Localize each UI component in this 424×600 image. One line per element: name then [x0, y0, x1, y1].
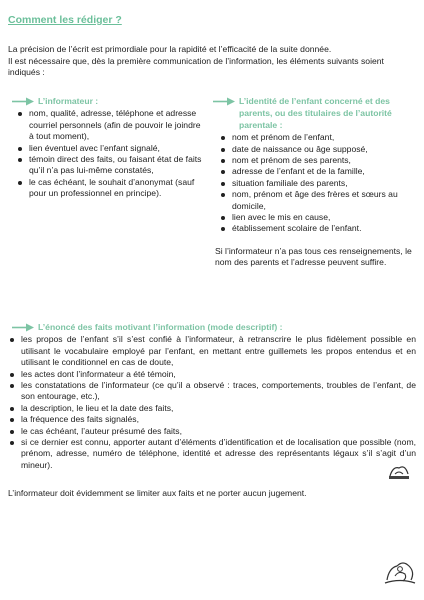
list-item: si ce dernier est connu, apporter autant d’éléments d’identification et de localisation que possible (nom, prénom, adresse, numéro de téléphone, identité et adresse des représentants légaux s’il s’agit d’un mineur).	[8, 437, 416, 471]
intro-paragraph: Il est nécessaire que, dès la première communication de l’information, les éléments suivants soient indiqués :	[8, 55, 384, 78]
list-item: lien avec le mis en cause,	[219, 212, 417, 223]
list-item: établissement scolaire de l’enfant.	[219, 223, 417, 234]
page-title: Comment les rédiger ?	[8, 14, 122, 26]
list-item: les actes dont l’informateur a été témoin,	[8, 369, 416, 380]
section-identite	[209, 96, 417, 269]
list-item: nom, qualité, adresse, téléphone et adresse courriel personnels (afin de pouvoir le joindre à tout moment),	[16, 108, 204, 142]
bullet-list	[16, 108, 204, 199]
list-item: la fréquence des faits signalés,	[8, 414, 416, 425]
section-heading-text: parents, ou des titulaires de l’autorité parentale :	[239, 108, 392, 130]
list-item: nom et prénom de l’enfant,	[219, 132, 417, 143]
list-item: nom, prénom et âge des frères et sœurs au domicile,	[219, 189, 417, 212]
list-item: situation familiale des parents,	[219, 178, 417, 189]
closing-text: L’informateur doit évidemment se limiter aux faits et ne porter aucun jugement.	[8, 488, 307, 498]
list-item: adresse de l’enfant et de la famille,	[219, 166, 417, 177]
arrow-right-icon	[12, 323, 34, 332]
section-heading-continued	[209, 108, 417, 131]
section-enonce	[8, 322, 416, 471]
list-item: témoin direct des faits, ou faisant état de faits qu’il n’a pas lui-même constatés,	[16, 154, 204, 177]
list-item: les constatations de l’informateur (ce qu’il a observé : traces, comportements, troubles de l’enfant, de son entourage, etc.),	[8, 380, 416, 403]
list-item: les propos de l’enfant s’il s’est confié à l’informateur, à retranscrire le plus fidèlement possible en utilisant le vocabulaire employé par l’enfant, en mettant entre guillemets les propos entendus et en utilisant le conditionnel en cas de doute,	[8, 334, 416, 368]
intro-paragraph: La précision de l’écrit est primordiale pour la rapidité et l’efficacité de la suite donnée.	[8, 44, 332, 54]
list-item: nom et prénom de ses parents,	[219, 155, 417, 166]
list-item: le cas échéant, l’auteur présumé des faits,	[8, 426, 416, 437]
note-text: Si l’informateur n’a pas tous ces renseignements, le nom des parents et l’adresse peuvent suffire.	[215, 245, 412, 268]
section-heading-text: L’énoncé des faits motivant l’information (mode descriptif) :	[38, 322, 283, 332]
logo-emblem-icon	[387, 462, 411, 480]
list-item: lien éventuel avec l’enfant signalé,	[16, 143, 204, 154]
list-item: le cas échéant, le souhait d’anonymat (sauf pour un professionnel en principe).	[16, 177, 204, 200]
logo-emblem-icon	[383, 556, 417, 586]
section-heading	[209, 96, 417, 107]
bullet-list	[219, 132, 417, 235]
list-item: date de naissance ou âge supposé,	[219, 144, 417, 155]
bullet-list	[8, 334, 416, 471]
section-heading	[8, 322, 416, 333]
intro-text	[8, 44, 414, 79]
list-item: la description, le lieu et la date des faits,	[8, 403, 416, 414]
arrow-right-icon	[12, 97, 34, 106]
section-heading-text: L’identité de l’enfant concerné et des	[239, 96, 390, 106]
section-heading-text: L’informateur :	[38, 96, 99, 106]
section-informateur	[8, 96, 204, 200]
section-heading	[8, 96, 204, 107]
arrow-right-icon	[213, 97, 235, 106]
